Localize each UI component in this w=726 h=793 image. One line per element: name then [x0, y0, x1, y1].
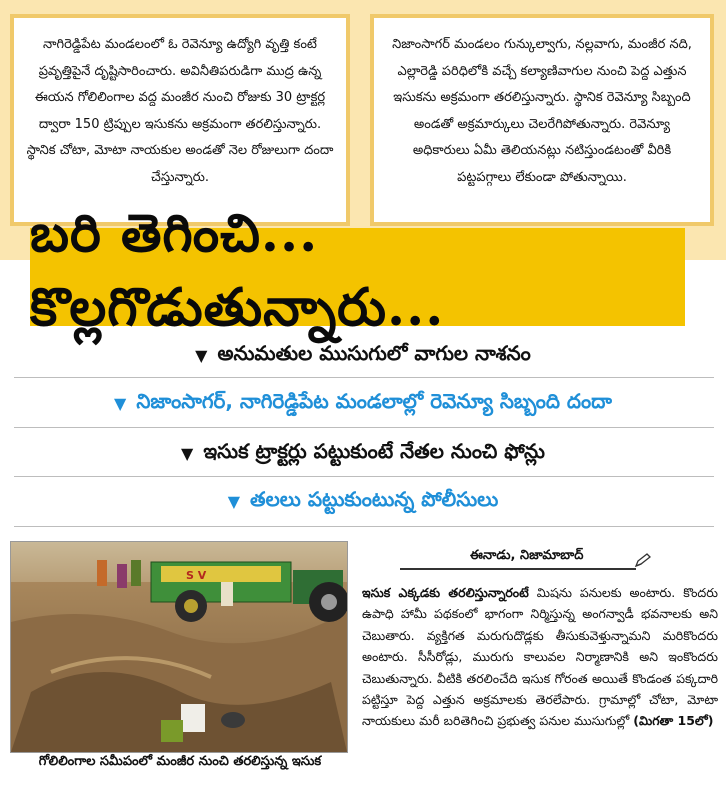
photo-caption: గోలిలింగాల సమీపంలో మంజీర నుంచి తరలిస్తున్న ఇసుక	[38, 754, 322, 769]
subhead-3-text: ఇసుక ట్రాక్టర్లు పట్టుకుంటే నేతల నుంచి ఫోన్లు	[203, 438, 545, 463]
continued-marker[interactable]: (మిగతా 15లో)	[633, 713, 714, 729]
divider	[14, 476, 714, 477]
triangle-down-icon: ▼	[181, 443, 194, 463]
sand-mining-photo	[11, 542, 347, 752]
info-box-left-text: నాగిరెడ్డిపేట మండలంలో ఓ రెవెన్యూ ఉద్యోగి వృత్తి కంటే ప్రవృత్తిపైనే దృష్టిసారించారు. అవినీతిపరుడిగా ముద్ర ఉన్న ఈయన గోలిలింగాల వద్ద మంజీర నుంచి రోజుకు 30 ట్రాక్టర్ల ద్వారా 150 ట్రిప్పుల ఇసుకను అక్రమంగా తరలిస్తున్నారు. స్థానిక చోటా, మోటా నాయకుల అండతో నెల రోజులుగా దందా చేస్తున్నారు.	[26, 37, 334, 185]
triangle-down-icon: ▼	[195, 345, 208, 365]
news-photo	[10, 541, 348, 753]
triangle-down-icon: ▼	[114, 393, 127, 413]
subhead-4-text: తలలు పట్టుకుంటున్న పోలీసులు	[250, 486, 499, 511]
info-box-right	[370, 14, 714, 226]
subhead-2	[0, 384, 726, 422]
divider	[14, 427, 714, 428]
subhead-1	[0, 336, 726, 374]
article-text: మిషను పనులకు అంటారు. కొందరు ఉపాధి హామీ పథకంలో భాగంగా నిర్మిస్తున్న అంగన్వాడీ భవనాలకు అని చెబుతారు. వ్యక్తిగత మరుగుదొడ్లకు తీసుకువెళ్తున్నామని మరికొందరు అంటారు. సీసీరోడ్లు, మురుగు కాలువల నిర్మాణానికి అని ఇంకొందరు చెబుతున్నారు. వీటికి తరలించేది ఇసుక గోరంత అయితే కొండంత పక్కదారి పట్టిస్తూ పెద్ద ఎత్తున అక్రమాలకు తెరలేపారు. గ్రామాల్లో చోటా, మోటా నాయకులు మరీ బరితెగించి ప్రభుత్వ పనుల ముసుగుల్లో	[362, 585, 718, 729]
divider	[14, 377, 714, 378]
headline: బరి తెగించి... కొల్లగొడుతున్నారు...	[30, 203, 445, 338]
headline-banner	[30, 203, 685, 338]
info-box-left	[10, 14, 350, 226]
byline: ఈనాడు, నిజామాబాద్	[470, 548, 584, 563]
pen-icon	[634, 552, 652, 568]
triangle-down-icon: ▼	[227, 491, 241, 511]
article-lead: ఇసుక ఎక్కడకు తరలిస్తున్నారంటే	[362, 585, 529, 600]
truck-text: S V	[186, 569, 207, 582]
subhead-4	[0, 482, 726, 520]
divider	[14, 526, 714, 527]
article-body	[362, 582, 718, 732]
subhead-2-text: నిజాంసాగర్, నాగిరెడ్డిపేట మండలాల్లో రెవెన్యూ సిబ్బంది దందా	[136, 388, 612, 413]
info-box-right-text: నిజాంసాగర్ మండలం గున్కుల్వాగు, నల్లవాగు, మంజీర నది, ఎల్లారెడ్డి పరిధిలోకి వచ్చే కల్యాణివాగుల నుంచి పెద్ద ఎత్తున ఇసుకను అక్రమంగా తరలిస్తున్నారు. స్థానిక రెవెన్యూ సిబ్బంది అండతో అక్రమార్కులు చెలరేగిపోతున్నారు. రెవెన్యూ అధికారులు ఏమీ తెలియనట్లు నటిస్తుండటంతో వీరికి పట్టపగ్గాలు లేకుండా పోతున్నాయి.	[392, 37, 692, 185]
subhead-3	[0, 434, 726, 472]
subhead-1-text: అనుమతుల ముసుగులో వాగుల నాశనం	[217, 340, 531, 365]
byline-rule	[400, 568, 636, 570]
